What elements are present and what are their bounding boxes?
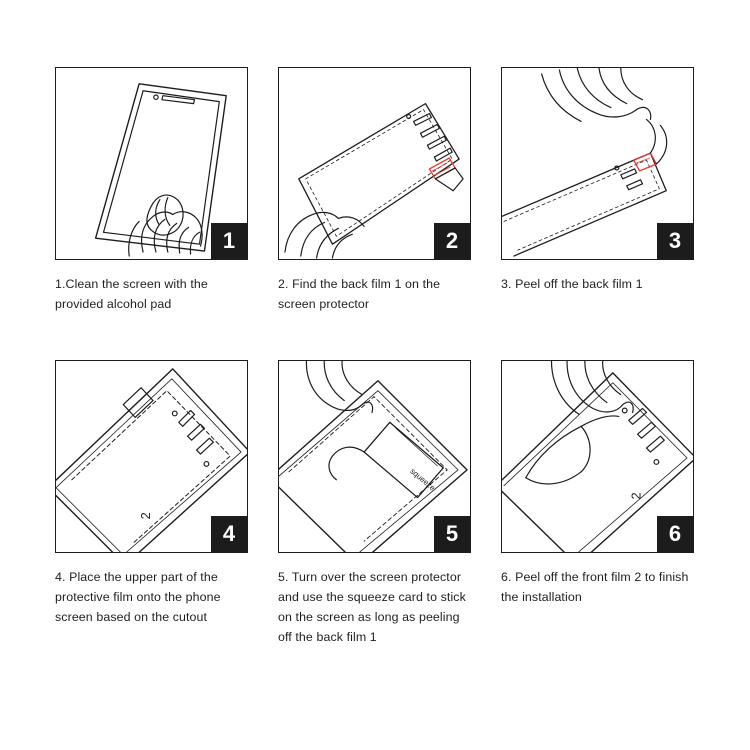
step-4 (55, 360, 248, 627)
step-1-caption: 1.Clean the screen with the provided alcohol pad (55, 277, 208, 311)
step-5-illustration (278, 360, 471, 553)
step-3-illustration (501, 67, 694, 260)
step-4-illustration (55, 360, 248, 553)
step-3-badge: 3 (657, 223, 693, 259)
step-6-caption: 6. Peel off the front film 2 to finish the installation (501, 570, 689, 604)
step-2 (278, 67, 471, 314)
step-4-badge: 4 (211, 516, 247, 552)
step-5 (278, 360, 471, 647)
step-5-badge: 5 (434, 516, 470, 552)
step-6-illustration (501, 360, 694, 553)
step-5-caption: 5. Turn over the screen protector and use the squeeze card to stick on the screen as long as peeling off the back film 1 (278, 570, 466, 644)
svg-text:2: 2 (628, 492, 644, 500)
step-4-caption: 4. Place the upper part of the protective film onto the phone screen based on the cutout (55, 570, 221, 624)
step-3-caption: 3. Peel off the back film 1 (501, 277, 643, 291)
step-3 (501, 67, 694, 294)
step-2-illustration (278, 67, 471, 260)
step-6 (501, 360, 694, 607)
step-1-badge: 1 (211, 223, 247, 259)
step-2-caption: 2. Find the back film 1 on the screen protector (278, 277, 441, 311)
svg-text:2: 2 (138, 512, 154, 520)
step-2-badge: 2 (434, 223, 470, 259)
step-6-badge: 6 (657, 516, 693, 552)
step-1 (55, 67, 248, 314)
step-1-illustration (55, 67, 248, 260)
svg-text:squeeze: squeeze (408, 466, 438, 493)
